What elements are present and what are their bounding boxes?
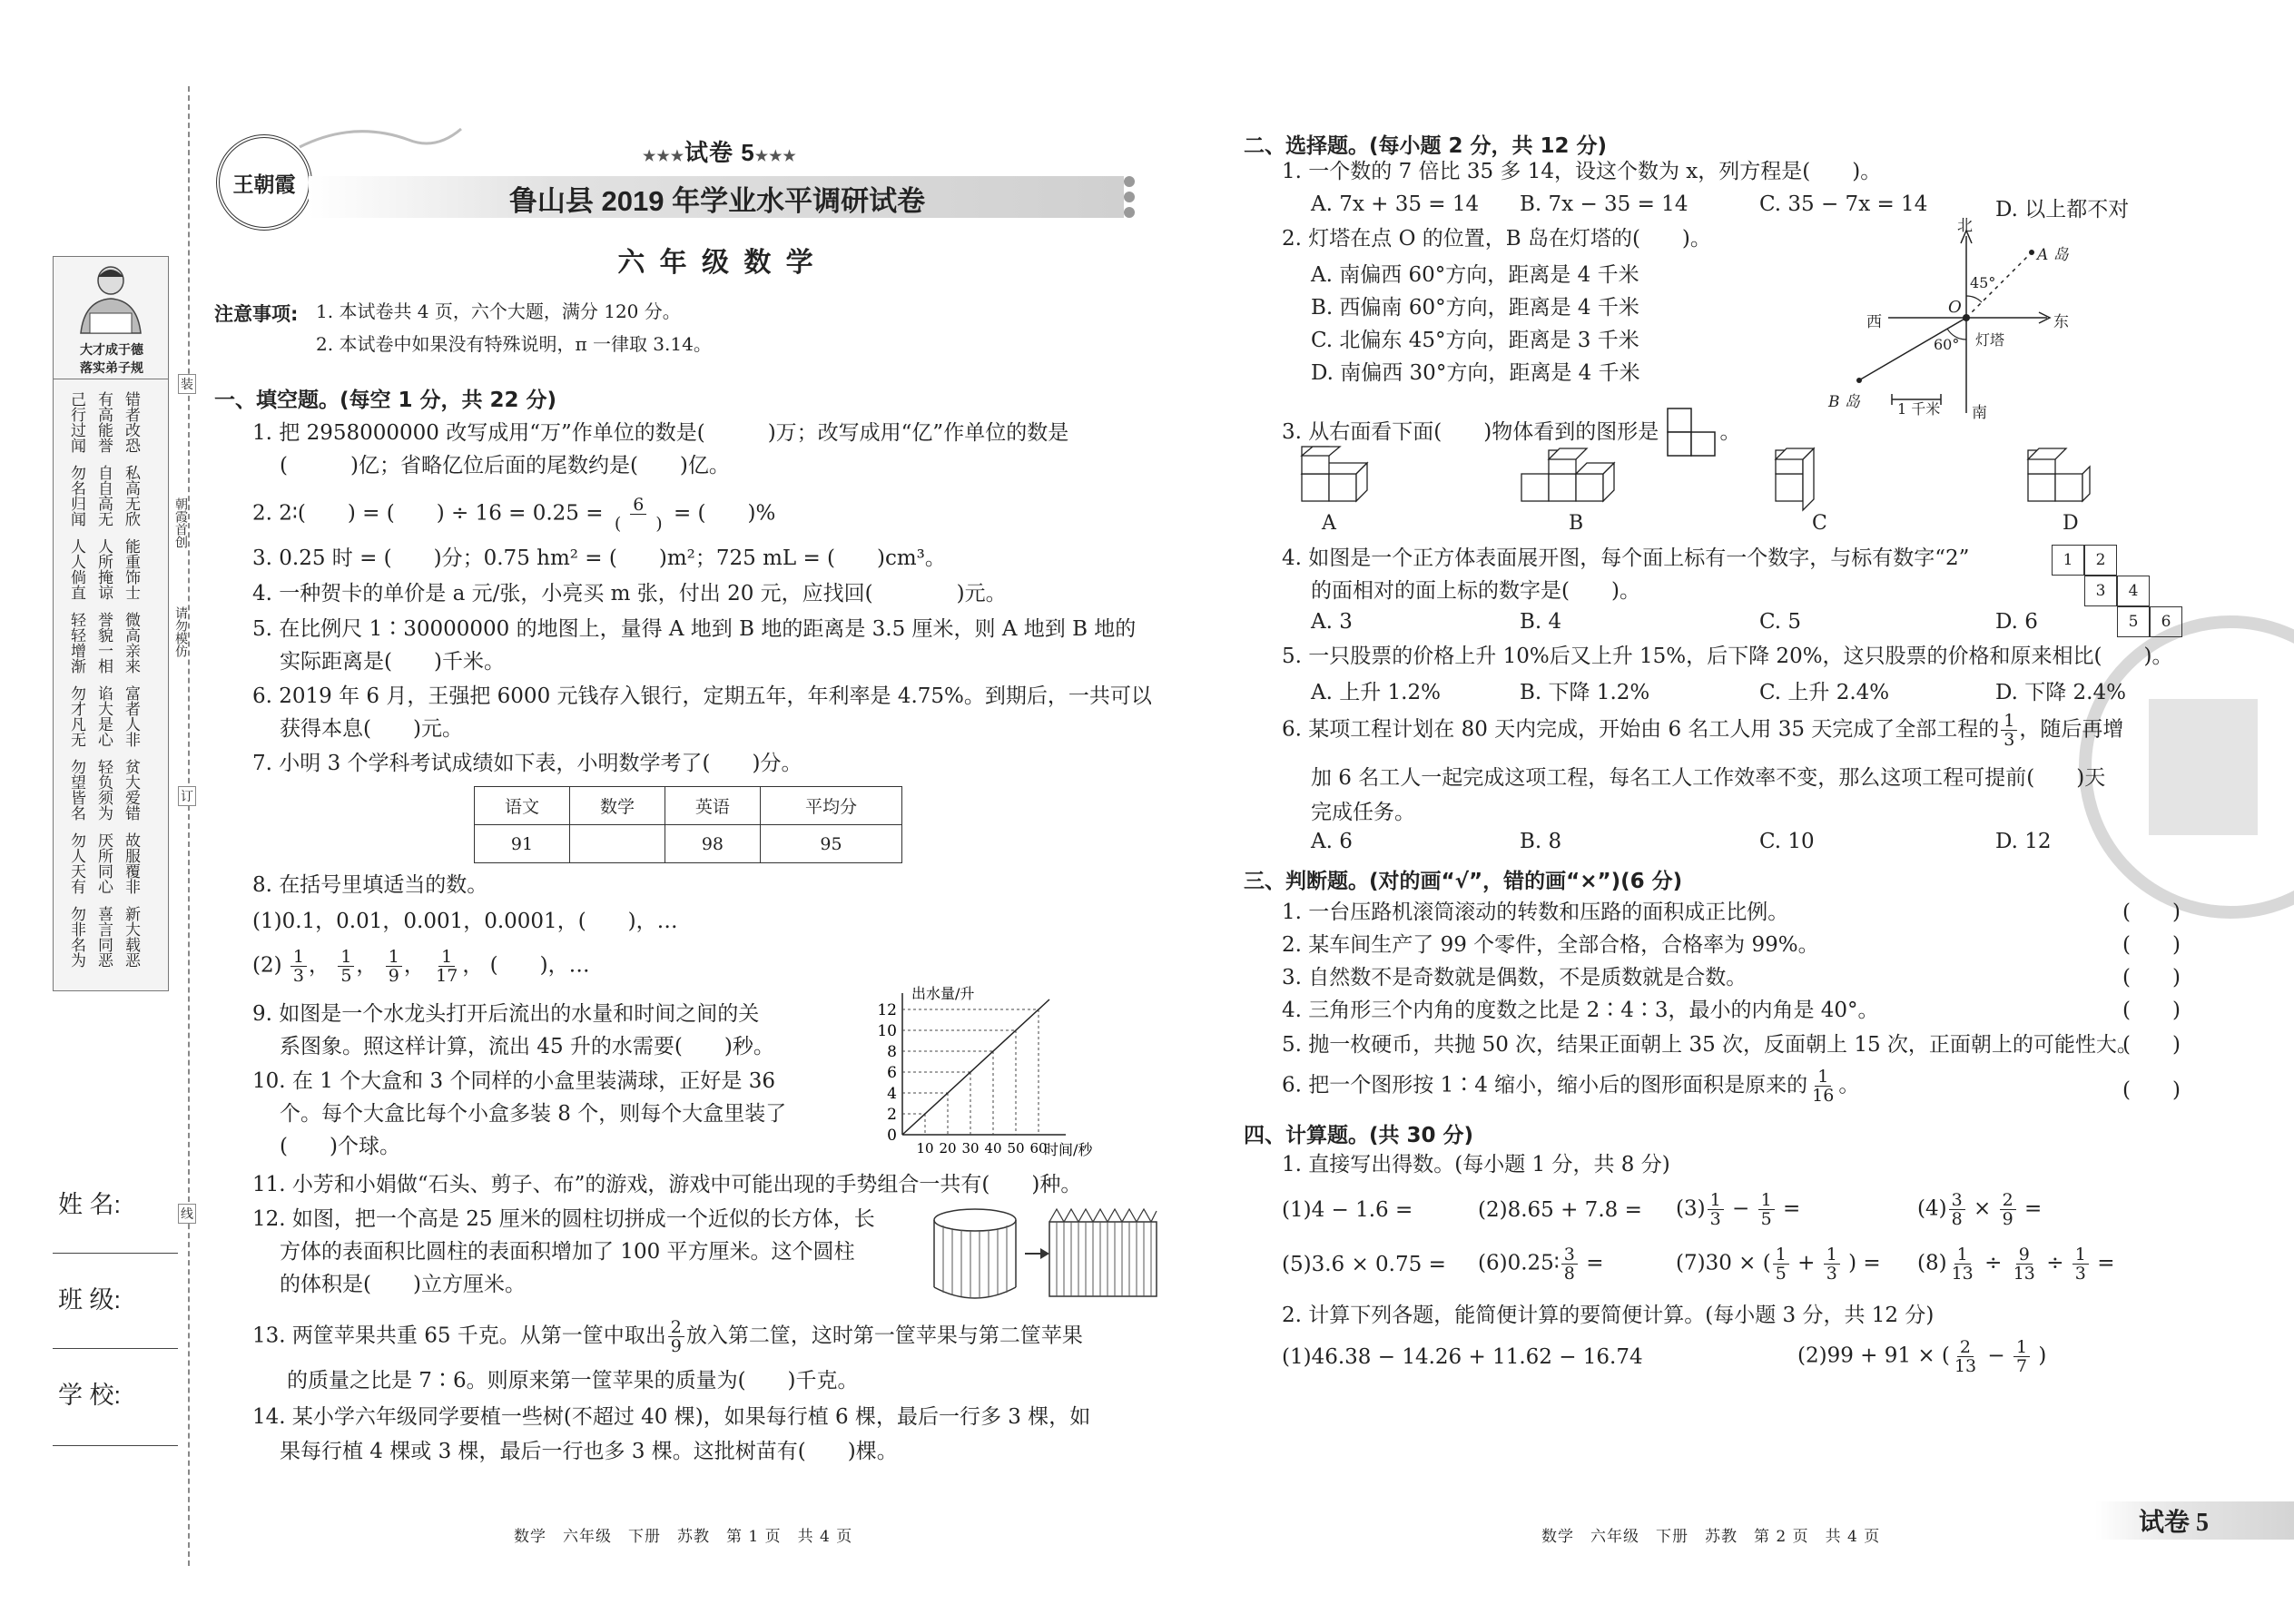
s1-q14-line2: 果每行植 4 棵或 3 棵，最后一行也多 3 棵。这批树苗有( )棵。	[280, 1440, 898, 1463]
calc-6: (6)0.25∶ $\frac{3}{8}$ =	[1478, 1245, 1604, 1284]
origin-label: O	[1948, 298, 1962, 317]
star-icon: ★★★	[754, 149, 797, 164]
s2-q1-option-d[interactable]: D. 以上都不对	[1995, 198, 2130, 221]
s3-item-1: 1. 一台压路机滚筒滚动的转数和压路的面积成正比例。	[1282, 901, 1789, 924]
s1-q12-line2: 方体的表面积比圆柱的表面积增加了 100 平方厘米。这个圆柱	[280, 1240, 855, 1264]
dizigui-column: 勿望皆名	[67, 759, 85, 821]
x-tick-label: 60	[1029, 1140, 1048, 1156]
calc-big-1: (1)46.38 − 14.26 + 11.62 − 16.74	[1282, 1345, 1643, 1369]
dizigui-column: 勿非名为	[67, 906, 85, 968]
y-tick-label: 12	[877, 1001, 897, 1019]
judge-answer-bracket[interactable]: ( )	[2122, 966, 2181, 989]
exam-title: 鲁山县 2019 年学业水平调研试卷	[508, 185, 926, 217]
s2-q6-line1: 6. 某项工程计划在 80 天内完成，开始由 6 名工人用 35 天完成了全部工程的 $\frac{1}{3}$ ，随后再增	[1282, 711, 2124, 750]
table-cell: 95	[760, 825, 901, 863]
s2-q5-option-c[interactable]: C. 上升 2.4%	[1759, 681, 1890, 704]
score-table	[474, 786, 902, 863]
s1-q11: 11. 小芳和小娟做“石头、剪子、布”的游戏，游戏中可能出现的手势组合一共有( )种。	[252, 1173, 1082, 1196]
s1-q4: 4. 一种贺卡的单价是 a 元/张，小亮买 m 张，付出 20 元，应找回( )元。	[252, 582, 1007, 605]
s4-sub2: 2. 计算下列各题，能简便计算的要简便计算。(每小题 3 分，共 12 分)	[1282, 1304, 1935, 1327]
s2-q2-option-d[interactable]: D. 南偏西 30°方向，距离是 4 千米	[1311, 361, 1640, 385]
y-tick-label: 2	[887, 1106, 897, 1124]
fraction: $\frac{1}{3}$	[1824, 1245, 1840, 1283]
motto-top: 大才成于德	[80, 343, 143, 358]
s2-q4-option-c[interactable]: C. 5	[1759, 610, 1802, 634]
table-cell-answer[interactable]	[569, 825, 665, 863]
y-tick-label: 6	[887, 1064, 897, 1082]
calc-1: (1)4 − 1.6 =	[1282, 1198, 1413, 1222]
fraction: $\frac{2}{9}$	[2000, 1191, 2016, 1228]
fraction: $\frac{1}{17}$	[436, 947, 458, 986]
s2-q2-option-a[interactable]: A. 南偏西 60°方向，距离是 4 千米	[1311, 263, 1639, 287]
fraction: $\frac{6}{( )}$	[614, 495, 663, 534]
brand-logo	[216, 134, 312, 231]
sidebar-box	[53, 256, 169, 991]
s1-q7: 7. 小明 3 个学科考试成绩如下表，小明数学考了( )分。	[252, 752, 802, 775]
cylinder-to-cuboid-figure	[930, 1204, 1166, 1304]
dizigui-column: 自自高无	[94, 465, 113, 527]
scholar-illustration	[54, 259, 168, 340]
calc-7: (7)30 × ( $\frac{1}{5}$ + $\frac{1}{3}$ ) =	[1676, 1245, 1881, 1284]
notice-item-2: 2. 本试卷中如果没有特殊说明，π 一律取 3.14。	[316, 333, 712, 355]
table-header-cell: 平均分	[760, 787, 901, 825]
dizigui-column: 人人倘直	[67, 538, 85, 600]
s3-item-5: 5. 抛一枚硬币，共抛 50 次，结果正面朝上 35 次，反面朝上 15 次，正面朝上的可能性大。	[1282, 1033, 2138, 1057]
island-b-label: B 岛	[1828, 393, 1860, 411]
seal-first: 朝霞首创	[173, 497, 188, 548]
s2-q5-option-b[interactable]: B. 下降 1.2%	[1520, 681, 1650, 704]
calc-4: (4) $\frac{3}{8}$ × $\frac{2}{9}$ =	[1917, 1190, 2043, 1229]
s1-q5-line2: 实际距离是( )千米。	[280, 650, 505, 674]
table-header-cell: 英语	[665, 787, 760, 825]
name-label: 姓 名:	[58, 1191, 122, 1218]
table-header-cell: 数学	[569, 787, 665, 825]
s2-q2-option-b[interactable]: B. 西偏南 60°方向，距离是 4 千米	[1311, 296, 1639, 320]
judge-answer-bracket[interactable]: ( )	[2122, 901, 2181, 924]
s1-q6-line1: 6. 2019 年 6 月，王强把 6000 元钱存入银行，定期五年，年利率是 4.75%。到期后，一共可以	[252, 684, 1152, 708]
s1-q5-line1: 5. 在比例尺 1∶30000000 的地图上，量得 A 地到 B 地的距离是 3.5 厘米，则 A 地到 B 地的	[252, 617, 1137, 641]
s1-q8-part2: (2) $\frac{1}{3}$ ， $\frac{1}{5}$ ， $\frac{1}{9}$ ， $\frac{1}{17}$ ， ( )，…	[252, 947, 590, 986]
dizigui-column: 誉貌一相	[94, 612, 113, 674]
cut-mark-ding: 订	[178, 786, 196, 806]
school-label: 学 校:	[58, 1382, 122, 1409]
fraction: $\frac{1}{3}$	[290, 948, 307, 985]
notice-label: 注意事项:	[214, 303, 299, 325]
table-cell: 98	[665, 825, 760, 863]
cube-net-face: 6	[2150, 606, 2182, 637]
fraction: $\frac{9}{13}$	[2013, 1245, 2035, 1284]
footer-right: 数学 六年级 下册 苏教 第 2 页 共 4 页	[1541, 1528, 1881, 1546]
s2-q4-option-a[interactable]: A. 3	[1311, 610, 1353, 634]
s3-item-4: 4. 三角形三个内角的度数之比是 2∶4∶3，最小的内角是 40°。	[1282, 999, 1879, 1022]
s2-q4-option-b[interactable]: B. 4	[1520, 610, 1562, 634]
south-label: 南	[1972, 404, 1987, 422]
s1-q1-line1: 1. 把 2958000000 改写成用“万”作单位的数是( )万；改写成用“亿”作单位的数是	[252, 421, 1069, 445]
y-tick-label: 0	[887, 1127, 897, 1145]
s1-q6-line2: 获得本息( )元。	[280, 717, 463, 741]
class-field[interactable]	[53, 1348, 178, 1349]
s3-item-3: 3. 自然数不是奇数就是偶数，不是质数就是合数。	[1282, 966, 1748, 989]
angle-45-label: 45°	[1970, 274, 1996, 291]
fraction: $\frac{1}{5}$	[338, 948, 354, 985]
angle-60-label: 60°	[1934, 336, 1960, 353]
notice-item-1: 1. 本试卷共 4 页，六个大题，满分 120 分。	[316, 300, 681, 322]
brand-logo-text: 王朝霞	[232, 172, 296, 197]
exam-subject: 六 年 级 数 学	[617, 248, 817, 278]
dizigui-column: 轻负须为	[94, 759, 113, 821]
s1-q9-line2: 系图象。照这样计算，流出 45 升的水需要( )秒。	[280, 1035, 774, 1058]
s4-sub1: 1. 直接写出得数。(每小题 1 分，共 8 分)	[1282, 1153, 1670, 1176]
dizigui-column: 谄大是心	[94, 685, 113, 747]
s1-q10-line1: 10. 在 1 个大盒和 3 个同样的小盒里装满球，正好是 36	[252, 1069, 775, 1093]
x-axis-label: 时间/秒	[1044, 1141, 1093, 1158]
seal-second: 请勿模仿	[173, 606, 188, 657]
x-tick-label: 40	[984, 1140, 1002, 1156]
dizigui-column: 贫大爱错	[122, 759, 140, 821]
s1-q8-part1: (1)0.1，0.01，0.001，0.0001，( )，…	[252, 910, 678, 933]
judge-answer-bracket[interactable]: ( )	[2122, 1078, 2181, 1102]
cut-mark-xian: 线	[178, 1204, 196, 1224]
table-header-cell: 语文	[475, 787, 570, 825]
page-badge	[2095, 1501, 2294, 1540]
series-line	[902, 999, 1049, 1135]
fraction: $\frac{1}{3}$	[2001, 712, 2017, 749]
judge-answer-bracket[interactable]: ( )	[2122, 1033, 2181, 1057]
x-tick-label: 10	[916, 1140, 934, 1156]
s1-q1-line2: ( )亿；省略亿位后面的尾数约是( )亿。	[280, 454, 730, 477]
dizigui-text	[66, 391, 161, 981]
s2-q6-option-c[interactable]: C. 10	[1759, 830, 1815, 853]
calc-8: (8) $\frac{1}{13}$ ÷ $\frac{9}{13}$ ÷ $\frac{1}{3}$ =	[1917, 1245, 2115, 1284]
s1-q12-line1: 12. 如图，把一个高是 25 厘米的圆柱切拼成一个近似的长方体，长	[252, 1207, 875, 1231]
s2-q5-option-d[interactable]: D. 下降 2.4%	[1995, 681, 2126, 704]
dizigui-column: 能重饰士	[122, 538, 140, 600]
y-tick-label: 10	[877, 1022, 897, 1040]
y-tick-label: 8	[887, 1043, 897, 1061]
class-label: 班 级:	[58, 1286, 122, 1314]
cube-net-face: 3	[2084, 576, 2117, 606]
s3-item-6: 6. 把一个图形按 1∶4 缩小，缩小后的图形面积是原来的 $\frac{1}{16}$ 。	[1282, 1067, 1860, 1106]
dizigui-column: 己行过闻	[67, 391, 85, 453]
fraction: $\frac{1}{5}$	[1773, 1245, 1789, 1283]
y-axis-label: 出水量/升	[911, 985, 975, 1002]
judge-answer-bracket[interactable]: ( )	[2122, 999, 2181, 1022]
s2-q5-option-a[interactable]: A. 上升 1.2%	[1311, 681, 1441, 704]
footer-left: 数学 六年级 下册 苏教 第 1 页 共 4 页	[514, 1528, 853, 1546]
fraction: $\frac{1}{5}$	[1758, 1191, 1775, 1228]
dizigui-column: 微高亲来	[122, 612, 140, 674]
lighthouse-label: 灯塔	[1975, 331, 2005, 349]
cube-net-face: 4	[2117, 576, 2150, 606]
table-header-row	[475, 787, 902, 825]
calc-2: (2)8.65 + 7.8 =	[1478, 1198, 1642, 1222]
s2-q4-line2: 的面相对的面上标的数字是( )。	[1311, 579, 1640, 603]
west-label: 西	[1866, 313, 1882, 331]
star-icon: ★★★	[643, 149, 685, 164]
s2-q3-option-b[interactable]: B	[1569, 512, 1584, 535]
dizigui-column: 勿才凡无	[67, 685, 85, 747]
s2-q3: 3. 从右面看下面( )物体看到的图形是 。	[1282, 407, 1741, 459]
s1-q9-line1: 9. 如图是一个水龙头打开后流出的水量和时间之间的关	[252, 1002, 760, 1026]
scale-label: 1 千米	[1897, 400, 1941, 418]
s2-q1: 1. 一个数的 7 倍比 35 多 14，设这个数为 x，列方程是( )。	[1282, 160, 1882, 183]
island-a-label: A 岛	[2037, 246, 2069, 264]
s1-q10-line3: ( )个球。	[280, 1135, 400, 1158]
s2-q6-option-b[interactable]: B. 8	[1520, 830, 1562, 853]
s2-q1-option-c[interactable]: C. 35 − 7x = 14	[1759, 192, 1928, 216]
s2-q6-option-d[interactable]: D. 12	[1995, 830, 2052, 853]
s2-q4-line1: 4. 如图是一个正方体表面展开图，每个面上标有一个数字，与标有数字“2”	[1282, 546, 1970, 570]
fraction: $\frac{1}{7}$	[2013, 1338, 2030, 1375]
dizigui-column: 勿人天有	[67, 832, 85, 894]
s2-q6-line3: 完成任务。	[1311, 801, 1415, 824]
s2-q2: 2. 灯塔在点 O 的位置，B 岛在灯塔的( )。	[1282, 227, 1711, 251]
fraction: $\frac{2}{9}$	[668, 1318, 684, 1355]
x-tick-label: 20	[939, 1140, 957, 1156]
cube-net-face: 1	[2052, 545, 2084, 576]
series-label: ★★★试卷 5★★★	[643, 139, 797, 166]
dizigui-column: 错者改恐	[122, 391, 140, 453]
dizigui-column: 私高无欣	[122, 465, 140, 527]
fraction: $\frac{3}{8}$	[1561, 1245, 1578, 1283]
north-label: 北	[1957, 217, 1973, 235]
fraction: $\frac{1}{3}$	[1708, 1191, 1724, 1228]
s2-q4-option-d[interactable]: D. 6	[1995, 610, 2038, 634]
section-3-title: 三、判断题。(对的画“√”，错的画“×”)(6 分)	[1244, 870, 1683, 893]
section-2-title: 二、选择题。(每小题 2 分，共 12 分)	[1244, 134, 1608, 158]
x-tick-label: 30	[961, 1140, 980, 1156]
s2-q3-option-a[interactable]: A	[1322, 512, 1336, 535]
dizigui-column: 故服覆非	[122, 832, 140, 894]
s1-q8: 8. 在括号里填适当的数。	[252, 873, 488, 897]
s1-q12-line3: 的体积是( )立方厘米。	[280, 1273, 526, 1296]
judge-answer-bracket[interactable]: ( )	[2122, 933, 2181, 957]
s1-q13-line1: 13. 两筐苹果共重 65 千克。从第一筐中取出 $\frac{2}{9}$ 放入第二筐，这时第一筐苹果与第二筐苹果	[252, 1317, 1083, 1356]
s1-q10-line2: 个。每个大盒比每个小盒多装 8 个，则每个大盒里装了	[280, 1102, 787, 1126]
s2-q3-option-d[interactable]: D	[2063, 512, 2079, 535]
name-field[interactable]	[53, 1253, 178, 1254]
calc-big-2: (2)99 + 91 × ( $\frac{2}{13}$ − $\frac{1}{7}$ )	[1797, 1337, 2047, 1376]
compass-map	[1816, 218, 2088, 427]
y-tick-label: 4	[887, 1085, 897, 1103]
s2-q3-option-c[interactable]: C	[1812, 512, 1827, 535]
s2-q6-line2: 加 6 名工人一起完成这项工程，每名工人工作效率不变，那么这项工程可提前( )天	[1311, 766, 2106, 790]
fraction: $\frac{2}{13}$	[1954, 1337, 1977, 1376]
table-cell: 91	[475, 825, 570, 863]
ribbon-decoration	[300, 120, 463, 165]
dizigui-column: 喜言同恶	[94, 906, 113, 968]
dizigui-column: 轻轻增渐	[67, 612, 85, 674]
page-badge-text: 试卷 5	[2139, 1509, 2210, 1537]
dizigui-column: 勿名归闻	[67, 465, 85, 527]
fraction: $\frac{3}{8}$	[1949, 1191, 1965, 1228]
dizigui-column: 人所掩谅	[94, 538, 113, 600]
school-field[interactable]	[53, 1445, 178, 1446]
fraction: $\frac{1}{16}$	[1812, 1067, 1835, 1106]
s1-q13-line2: 的质量之比是 7∶6。则原来第一筐苹果的质量为( )千克。	[287, 1369, 859, 1393]
q3-solid-options	[1295, 447, 2093, 537]
cube-net-face: 5	[2117, 606, 2150, 637]
section-4-title: 四、计算题。(共 30 分)	[1244, 1124, 1474, 1147]
s2-q6-option-a[interactable]: A. 6	[1311, 830, 1353, 853]
dizigui-column: 有高能誉	[94, 391, 113, 453]
calc-3: (3) $\frac{1}{3}$ − $\frac{1}{5}$ =	[1676, 1190, 1801, 1229]
fraction: $\frac{1}{9}$	[386, 948, 402, 985]
section-1-title: 一、填空题。(每空 1 分，共 22 分)	[214, 389, 557, 412]
fraction: $\frac{1}{13}$	[1951, 1245, 1974, 1284]
s2-q2-option-c[interactable]: C. 北偏东 45°方向，距离是 3 千米	[1311, 329, 1639, 352]
table-row	[475, 825, 902, 863]
s1-q3: 3. 0.25 时 = ( )分；0.75 hm² = ( )m²；725 mL = ( )cm³。	[252, 546, 946, 570]
s2-q1-option-b[interactable]: B. 7x − 35 = 14	[1520, 192, 1689, 216]
dizigui-column: 新大载恶	[122, 906, 140, 968]
east-label: 东	[2053, 313, 2069, 331]
s2-q1-option-a[interactable]: A. 7x + 35 = 14	[1311, 192, 1480, 216]
s2-q5: 5. 一只股票的价格上升 10%后又上升 15%，后下降 20%，这只股票的价格和原来相比( )。	[1282, 645, 2173, 668]
dizigui-column: 富者人非	[122, 685, 140, 747]
binding-line	[188, 86, 190, 1566]
dizigui-column: 厌所同心	[94, 832, 113, 894]
s1-q14-line1: 14. 某小学六年级同学要植一些树(不超过 40 棵)，如果每行植 6 棵，最后一行多 3 棵，如	[252, 1405, 1091, 1429]
x-tick-label: 50	[1007, 1140, 1025, 1156]
cut-mark-zhuang: 装	[178, 374, 196, 394]
s1-q2: 2. 2∶( ) = ( ) ÷ 16 = 0.25 = $\frac{6}{( )}$ = ( )%	[252, 495, 776, 534]
motto-bottom: 落实弟子规	[80, 361, 143, 376]
s3-item-2: 2. 某车间生产了 99 个零件，全部合格，合格率为 99%。	[1282, 933, 1819, 957]
fraction: $\frac{1}{3}$	[2072, 1245, 2089, 1283]
cube-net-face: 2	[2084, 545, 2117, 576]
calc-5: (5)3.6 × 0.75 =	[1282, 1253, 1446, 1276]
water-flow-chart	[870, 985, 1093, 1158]
